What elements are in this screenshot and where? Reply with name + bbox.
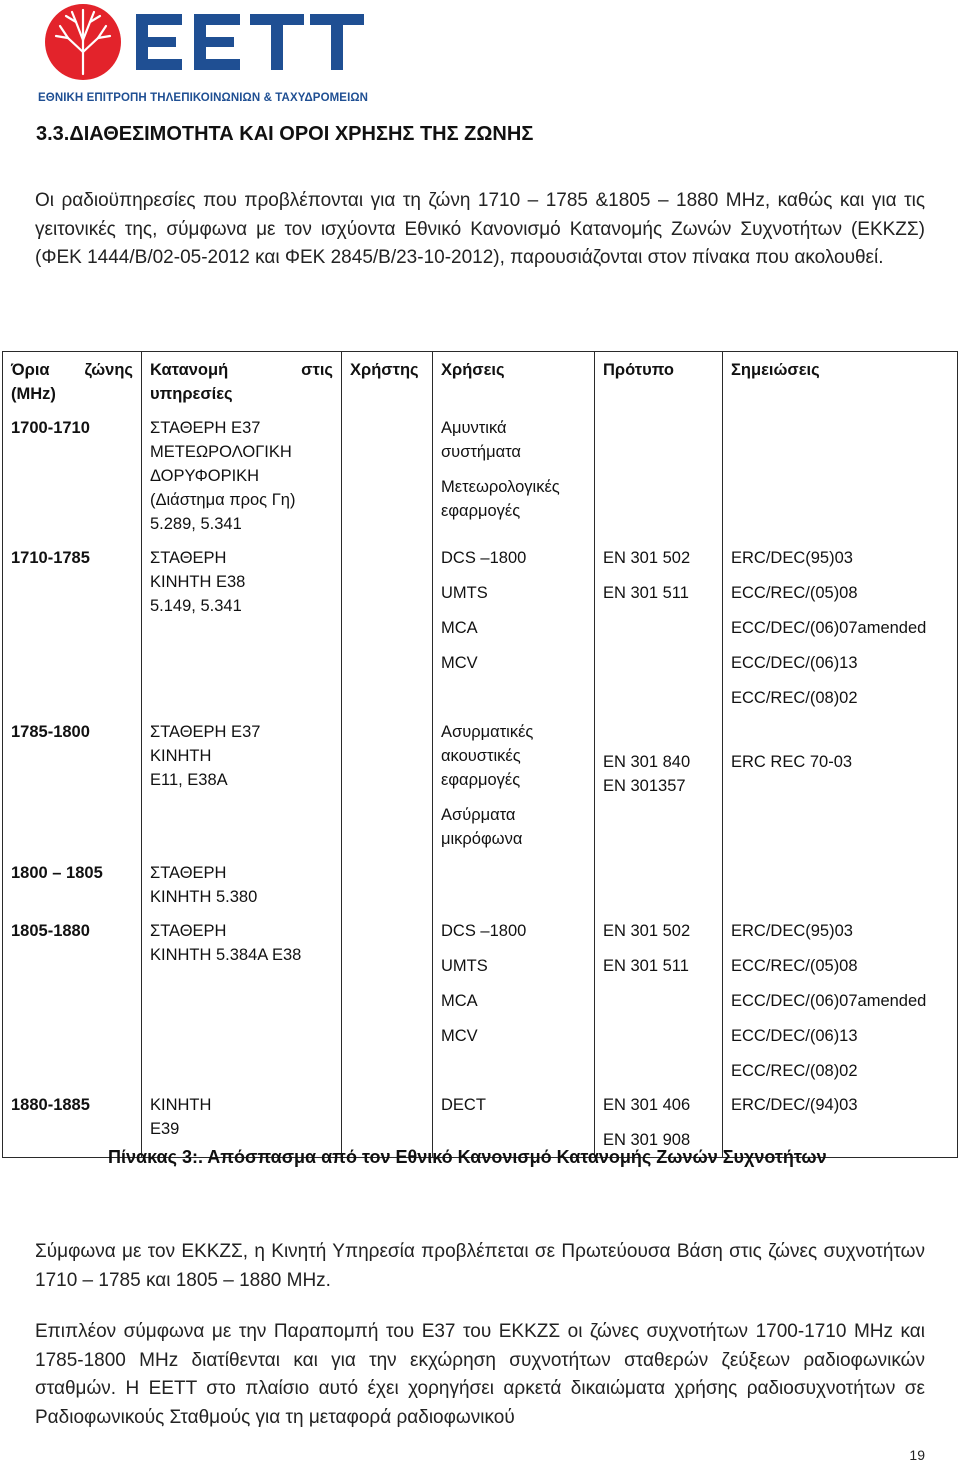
allocation-line: Ε39 [150, 1120, 180, 1138]
cell-standard [595, 540, 723, 714]
table-row [3, 540, 958, 714]
cell-allocation [142, 913, 342, 1087]
cell-notes [723, 913, 958, 1087]
allocation-line: 5.149, 5.341 [150, 597, 242, 615]
standard-line: EN 301 908 [603, 1131, 691, 1149]
cell-notes [723, 714, 958, 855]
header-uses: Χρήσεις [433, 352, 595, 411]
notes-line: ERC/DEC/(94)03 [731, 1096, 858, 1114]
notes-line: ERC/DEC(95)03 [731, 549, 853, 567]
table-row [3, 913, 958, 1087]
uses-line: MCA [441, 619, 478, 637]
cell-standard [595, 410, 723, 540]
uses-line: εφαρμογές [441, 502, 521, 520]
logo-letters [136, 14, 364, 70]
band-label: 1700-1710 [11, 419, 90, 437]
uses-line: ακουστικές [441, 747, 521, 765]
standard-line: EN 301 511 [603, 957, 689, 975]
cell-uses [433, 410, 595, 540]
section-title: 3.3.ΔΙΑΘΕΣΙΜΟΤΗΤΑ ΚΑΙ ΟΡΟΙ ΧΡΗΣΗΣ ΤΗΣ ΖΩΝΗΣ [36, 123, 534, 145]
cell-uses [433, 540, 595, 714]
notes-line: ECC/REC/(08)02 [731, 689, 858, 707]
uses-line: συστήματα [441, 443, 521, 461]
header-user: Χρήστης [342, 352, 433, 411]
allocation-line: ΜΕΤΕΩΡΟΛΟΓΙΚΗ [150, 443, 292, 461]
standard-line: EN 301357 [603, 777, 686, 795]
cell-band [3, 913, 142, 1087]
allocation-line: ΣΤΑΘΕΡΗ [150, 922, 227, 940]
allocation-line: ΚΙΝΗΤΗ Ε38 [150, 573, 246, 591]
cell-uses [433, 913, 595, 1087]
cell-notes [723, 540, 958, 714]
notes-line: ECC/DEC/(06)07amended [731, 619, 927, 637]
allocation-line: ΚΙΝΗΤΗ 5.384Α Ε38 [150, 946, 302, 964]
standard-line: EN 301 406 [603, 1096, 691, 1114]
cell-band [3, 410, 142, 540]
notes-line: ERC REC 70-03 [731, 753, 853, 771]
allocation-line: ΣΤΑΘΕΡΗ [150, 864, 227, 882]
table-caption: Πίνακας 3:. Απόσπασμα από τον Εθνικό Κανονισμό Κατανομής Ζωνών Συχνοτήτων [108, 1147, 827, 1167]
cell-user [342, 714, 433, 855]
intro-paragraph: Οι ραδιοϋπηρεσίες που προβλέπονται για τη ζώνη 1710 – 1785 &1805 – 1880 MHz, καθώς και για τις γειτονικές της, σύμφωνα με τον ισχύοντα Εθνικό Κανονισμό Κατανομής Ζωνών Συχνοτήτων (ΕΚΚΖΣ) (ΦΕΚ 1444/Β/02-05-2012 και ΦΕΚ 2845/Β/23-10-2012), παρουσιάζονται στον πίνακα που ακολουθεί. [35, 190, 925, 268]
header-band: Όρια ζώνης (MHz) [3, 352, 142, 411]
uses-line: UMTS [441, 957, 488, 975]
cell-band [3, 714, 142, 855]
cell-standard [595, 855, 723, 913]
uses-line: Ασύρματα [441, 806, 516, 824]
band-label: 1800 – 1805 [11, 864, 103, 882]
uses-line: MCV [441, 1027, 478, 1045]
allocation-line: ΚΙΝΗΤΗ [150, 747, 212, 765]
allocation-table [2, 351, 958, 1158]
cell-user [342, 855, 433, 913]
allocation-line: ΚΙΝΗΤΗ 5.380 [150, 888, 258, 906]
uses-line: Ασυρματικές [441, 723, 534, 741]
cell-user [342, 540, 433, 714]
cell-standard [595, 913, 723, 1087]
notes-line: ECC/REC/(08)02 [731, 1062, 858, 1080]
logo-subtitle: ΕΘΝΙΚΗ ΕΠΙΤΡΟΠΗ ΤΗΛΕΠΙΚΟΙΝΩΝΙΩΝ & ΤΑΧΥΔΡΟΜΕΙΩΝ [38, 92, 369, 104]
body-paragraph-3: Επιπλέον σύμφωνα με την Παραπομπή του Ε37 του ΕΚΚΖΣ οι ζώνες συχνοτήτων 1700-1710 MHz και 1785-1800 MHz διατίθενται και για την εκχώρηση συχνοτήτων σταθερών ζεύξεων ραδιοφωνικών σταθμών. Η ΕΕΤΤ στο πλαίσιο αυτό έχει χορηγήσει αρκετά δικαιώματα χρήσης ραδιοσυχνοτήτων σε Ραδιοφωνικούς Σταθμούς για τη μεταφορά ραδιοφωνικού [35, 1321, 925, 1428]
header-notes: Σημειώσεις [723, 352, 958, 411]
uses-line: DCS –1800 [441, 922, 527, 940]
standard-line: EN 301 502 [603, 922, 691, 940]
allocation-line: (Διάστημα προς Γη) [150, 491, 296, 509]
band-label: 1785-1800 [11, 723, 90, 741]
header-allocation: Κατανομή στις υπηρεσίες [142, 352, 342, 411]
uses-line: MCV [441, 654, 478, 672]
standard-line: EN 301 502 [603, 549, 691, 567]
cell-allocation [142, 855, 342, 913]
notes-line: ECC/DEC/(06)13 [731, 1027, 858, 1045]
allocation-line: ΣΤΑΘΕΡΗ [150, 549, 227, 567]
cell-allocation [142, 714, 342, 855]
table-row [3, 855, 958, 913]
allocation-line: ΚΙΝΗΤΗ [150, 1096, 212, 1114]
standard-line: EN 301 511 [603, 584, 689, 602]
page-number: 19 [909, 1447, 925, 1463]
cell-band [3, 540, 142, 714]
uses-line: UMTS [441, 584, 488, 602]
cell-user [342, 913, 433, 1087]
uses-line: εφαρμογές [441, 771, 521, 789]
header-standard: Πρότυπο [595, 352, 723, 411]
cell-standard [595, 714, 723, 855]
band-label: 1710-1785 [11, 549, 90, 567]
band-label: 1805-1880 [11, 922, 90, 940]
uses-line: Μετεωρολογικές [441, 478, 560, 496]
allocation-line: 5.289, 5.341 [150, 515, 242, 533]
cell-uses [433, 855, 595, 913]
body-paragraph-2: Σύμφωνα με τον ΕΚΚΖΣ, η Κινητή Υπηρεσία προβλέπεται σε Πρωτεύουσα Βάση στις ζώνες συχνοτήτων 1710 – 1785 και 1805 – 1880 MHz. [35, 1241, 925, 1291]
notes-line: ECC/REC/(05)08 [731, 584, 858, 602]
cell-allocation [142, 410, 342, 540]
band-label: 1880-1885 [11, 1096, 90, 1114]
notes-line: ERC/DEC(95)03 [731, 922, 853, 940]
cell-notes [723, 855, 958, 913]
table-row [3, 410, 958, 540]
allocation-line: ΣΤΑΘΕΡΗ Ε37 [150, 419, 261, 437]
notes-line: ECC/REC/(05)08 [731, 957, 858, 975]
table-row [3, 714, 958, 855]
cell-uses [433, 714, 595, 855]
uses-line: μικρόφωνα [441, 830, 523, 848]
allocation-line: ΣΤΑΘΕΡΗ Ε37 [150, 723, 261, 741]
cell-notes [723, 410, 958, 540]
uses-line: DECT [441, 1096, 486, 1114]
allocation-line: ΔΟΡΥΦΟΡΙΚΗ [150, 467, 260, 485]
cell-user [342, 410, 433, 540]
notes-line: ECC/DEC/(06)13 [731, 654, 858, 672]
uses-line: DCS –1800 [441, 549, 527, 567]
cell-band [3, 855, 142, 913]
cell-allocation [142, 540, 342, 714]
uses-line: MCA [441, 992, 478, 1010]
table-header-row [3, 352, 958, 411]
notes-line: ECC/DEC/(06)07amended [731, 992, 927, 1010]
uses-line: Αμυντικά [441, 419, 507, 437]
allocation-line: Ε11, Ε38Α [150, 771, 228, 789]
standard-line: EN 301 840 [603, 753, 691, 771]
